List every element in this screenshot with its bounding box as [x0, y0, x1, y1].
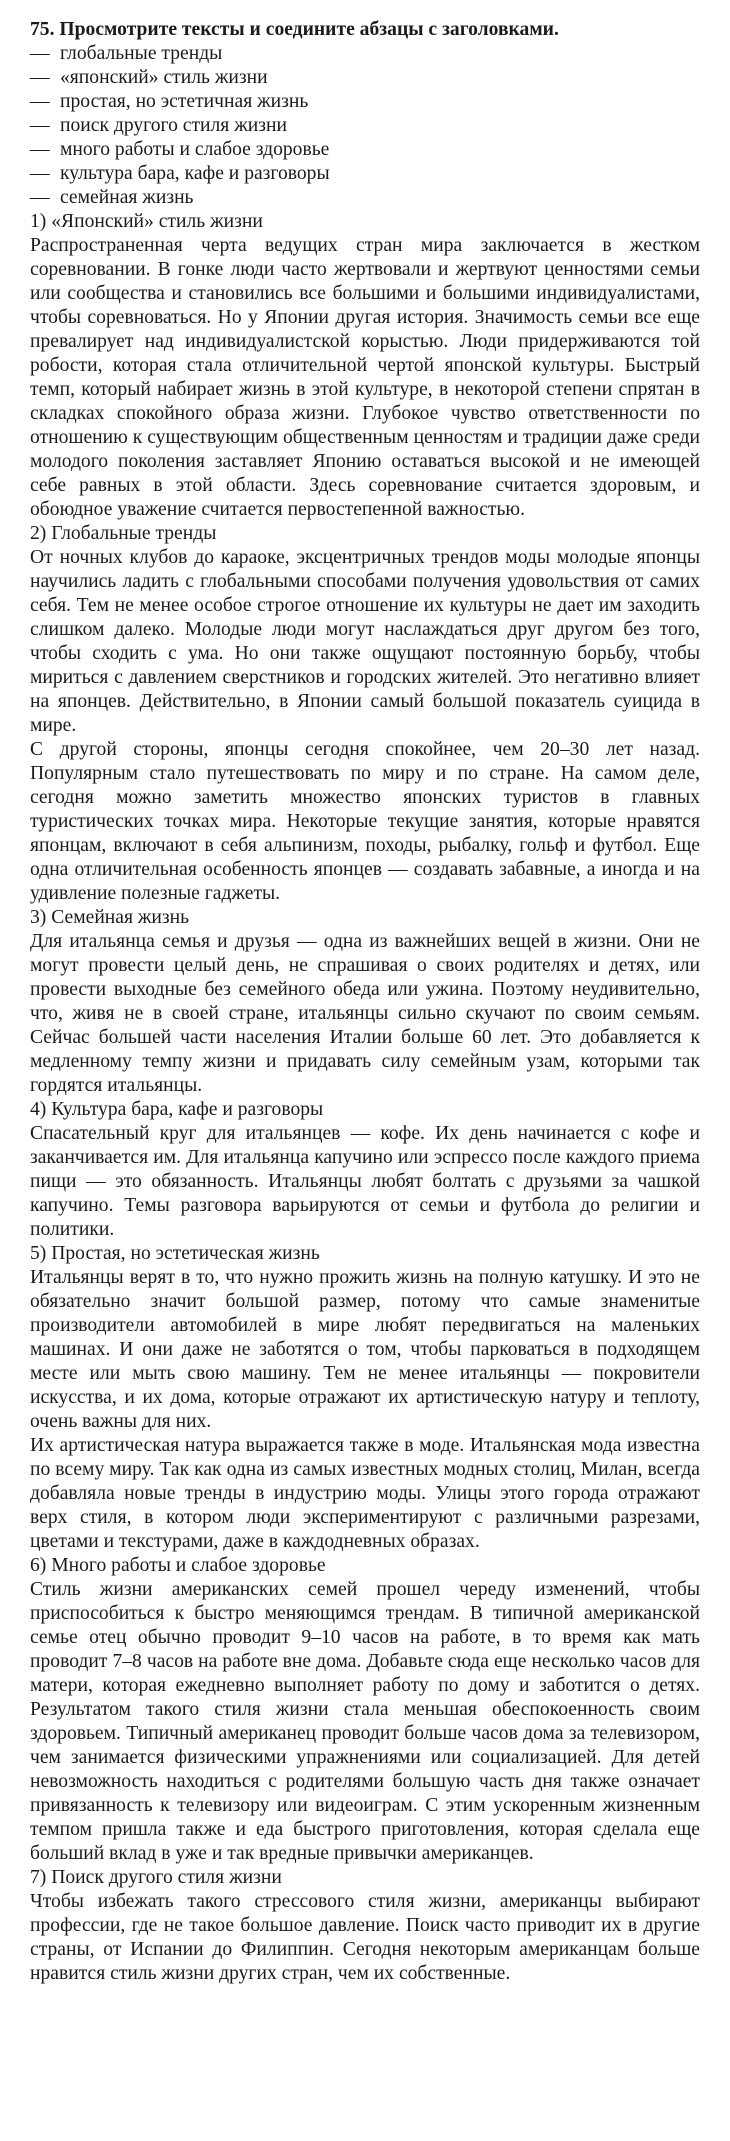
paragraph: Их артистическая натура выражается также в моде. Итальянская мода известна по всему миру. Так как одна из самых известных модных столиц, Милан, всегда добавляла новые тренды в индустрию моды. Улицы этого города отражают верх стиля, в котором люди экспериментируют с различными разрезами, цветами и текстурами, даже в каждодневных образах. [30, 1435, 700, 1552]
section-heading: 4) Культура бара, кафе и разговоры [30, 1099, 324, 1120]
heading-option-label: простая, но эстетичная жизнь [60, 91, 309, 112]
section-simple-aesthetic-life [30, 1242, 700, 1554]
paragraph: Распространенная черта ведущих стран мира заключается в жестком соревновании. В гонке люди часто жертвовали и жертвуют ценностями семьи или сообщества и становились все большими и большими индивидуалистами, чтобы соревноваться. Но у Японии другая история. Значимость семьи все еще превалирует над индивидуалистской корыстью. Люди придерживаются той робости, которая стала отличительной чертой японской культуры. Быстрый темп, который набирает жизнь в этой культуре, в некоторой степени спрятан в складках спокойного образа жизни. Глубокое чувство ответственности по отношению к существующим общественным ценностям и традиции даже среди молодого поколения заставляет Японию оставаться высокой и не имеющей себе равных в этой области. Здесь соревнование считается здоровым, и обоюдное уважение считается первостепенной важностью. [30, 235, 700, 520]
section-global-trends [30, 522, 700, 906]
heading-option-label: культура бара, кафе и разговоры [60, 163, 330, 184]
paragraph: Для итальянца семья и друзья — одна из важнейших вещей в жизни. Они не могут провести целый день, не спрашивая о своих родителях и детях, или провести выходные без семейного обеда или ужина. Поэтому неудивительно, что, живя не в своей стране, итальянцы сильно скучают по своим семьям. Сейчас большей части населения Италии больше 60 лет. Это добавляется к медленному темпу жизни и придавать силу семейным узам, которыми так гордятся итальянцы. [30, 931, 700, 1096]
section-heading: 2) Глобальные тренды [30, 523, 217, 544]
heading-option [30, 42, 700, 66]
paragraph: От ночных клубов до караоке, эксцентричных трендов моды молодые японцы научились ладить с глобальными способами получения удовольствия от самих себя. Тем не менее особое строгое отношение их культуры не дает им заходить слишком далеко. Молодые люди могут наслаждаться друг другом без того, чтобы сходить с ума. Но они также ощущают постоянную борьбу, чтобы мириться с давлением сверстников и городских жителей. Это негативно влияет на японцев. Действительно, в Японии самый большой показатель суицида в мире. [30, 547, 700, 736]
heading-option [30, 186, 700, 210]
dash: — [30, 139, 50, 160]
dash: — [30, 115, 50, 136]
section-heading: 1) «Японский» стиль жизни [30, 211, 263, 232]
heading-option [30, 162, 700, 186]
heading-option-label: семейная жизнь [60, 187, 194, 208]
section-heading: 3) Семейная жизнь [30, 907, 190, 928]
dash: — [30, 91, 50, 112]
section-heading: 5) Простая, но эстетическая жизнь [30, 1243, 320, 1264]
section-family-life [30, 906, 700, 1098]
dash: — [30, 43, 50, 64]
textbook-page [30, 18, 700, 1986]
section-bar-cafe-culture [30, 1098, 700, 1242]
heading-option-label: поиск другого стиля жизни [60, 115, 287, 136]
section-japanese-lifestyle [30, 210, 700, 522]
section-another-lifestyle [30, 1866, 700, 1986]
section-heading: 6) Много работы и слабое здоровье [30, 1555, 326, 1576]
paragraph: Итальянцы верят в то, что нужно прожить жизнь на полную катушку. И это не обязательно значит большой размер, потому что самые знаменитые производители автомобилей в мире любят передвигаться на маленьких машинах. И они даже не заботятся о том, чтобы парковаться в подходящем месте или мыть свою машину. Тем не менее итальянцы — покровители искусства, и их дома, которые отражают их артистическую натуру и теплоту, очень важны для них. [30, 1267, 700, 1432]
paragraph: С другой стороны, японцы сегодня спокойнее, чем 20–30 лет назад. Популярным стало путешествовать по миру и по стране. На самом деле, сегодня можно заметить множество японских туристов в главных туристических точках мира. Некоторые текущие занятия, которые нравятся японцам, включают в себя альпинизм, походы, рыбалку, гольф и футбол. Еще одна отличительная особенность японцев — создавать забавные, а иногда и на удивление полезные гаджеты. [30, 739, 700, 904]
paragraph: Чтобы избежать такого стрессового стиля жизни, американцы выбирают профессии, где не такое большое давление. Поиск часто приводит их в другие страны, от Испании до Филиппин. Сегодня некоторым американцам больше нравится стиль жизни других стран, чем их собственные. [30, 1891, 700, 1984]
heading-option [30, 90, 700, 114]
heading-option-label: «японский» стиль жизни [60, 67, 268, 88]
section-heading: 7) Поиск другого стиля жизни [30, 1867, 282, 1888]
heading-option-label: глобальные тренды [60, 43, 223, 64]
dash: — [30, 187, 50, 208]
heading-option [30, 114, 700, 138]
headings-list [30, 42, 700, 210]
dash: — [30, 67, 50, 88]
paragraph: Стиль жизни американских семей прошел череду изменений, чтобы приспособиться к быстро меняющимся трендам. В типичной американской семье отец обычно проводит 9–10 часов на работе, в то время как мать проводит 7–8 часов на работе вне дома. Добавьте сюда еще несколько часов для матери, которая ежедневно выполняет работу по дому и заботится о детях. Результатом такого стиля жизни стала меньшая обеспокоенность своим здоровьем. Типичный американец проводит больше часов дома за телевизором, чем занимается физическими упражнениями или социализацией. Для детей невозможность находиться с родителями большую часть дня также означает привязанность к телевизору или видеоиграм. С этим ускоренным жизненным темпом пришла также и еда быстрого приготовления, которая сделала еще больший вклад в уже и так вредные привычки американцев. [30, 1579, 700, 1864]
paragraph: Спасательный круг для итальянцев — кофе. Их день начинается с кофе и заканчивается им. Для итальянца капучино или эспрессо после каждого приема пищи — это обязанность. Итальянцы любят болтать с друзьями за чашкой капучино. Темы разговора варьируются от семьи и футбола до религии и политики. [30, 1123, 700, 1240]
task-title: 75. Просмотрите тексты и соедините абзацы с заголовками. [30, 19, 559, 40]
heading-option [30, 66, 700, 90]
heading-option [30, 138, 700, 162]
section-work-and-health [30, 1554, 700, 1866]
heading-option-label: много работы и слабое здоровье [60, 139, 330, 160]
dash: — [30, 163, 50, 184]
